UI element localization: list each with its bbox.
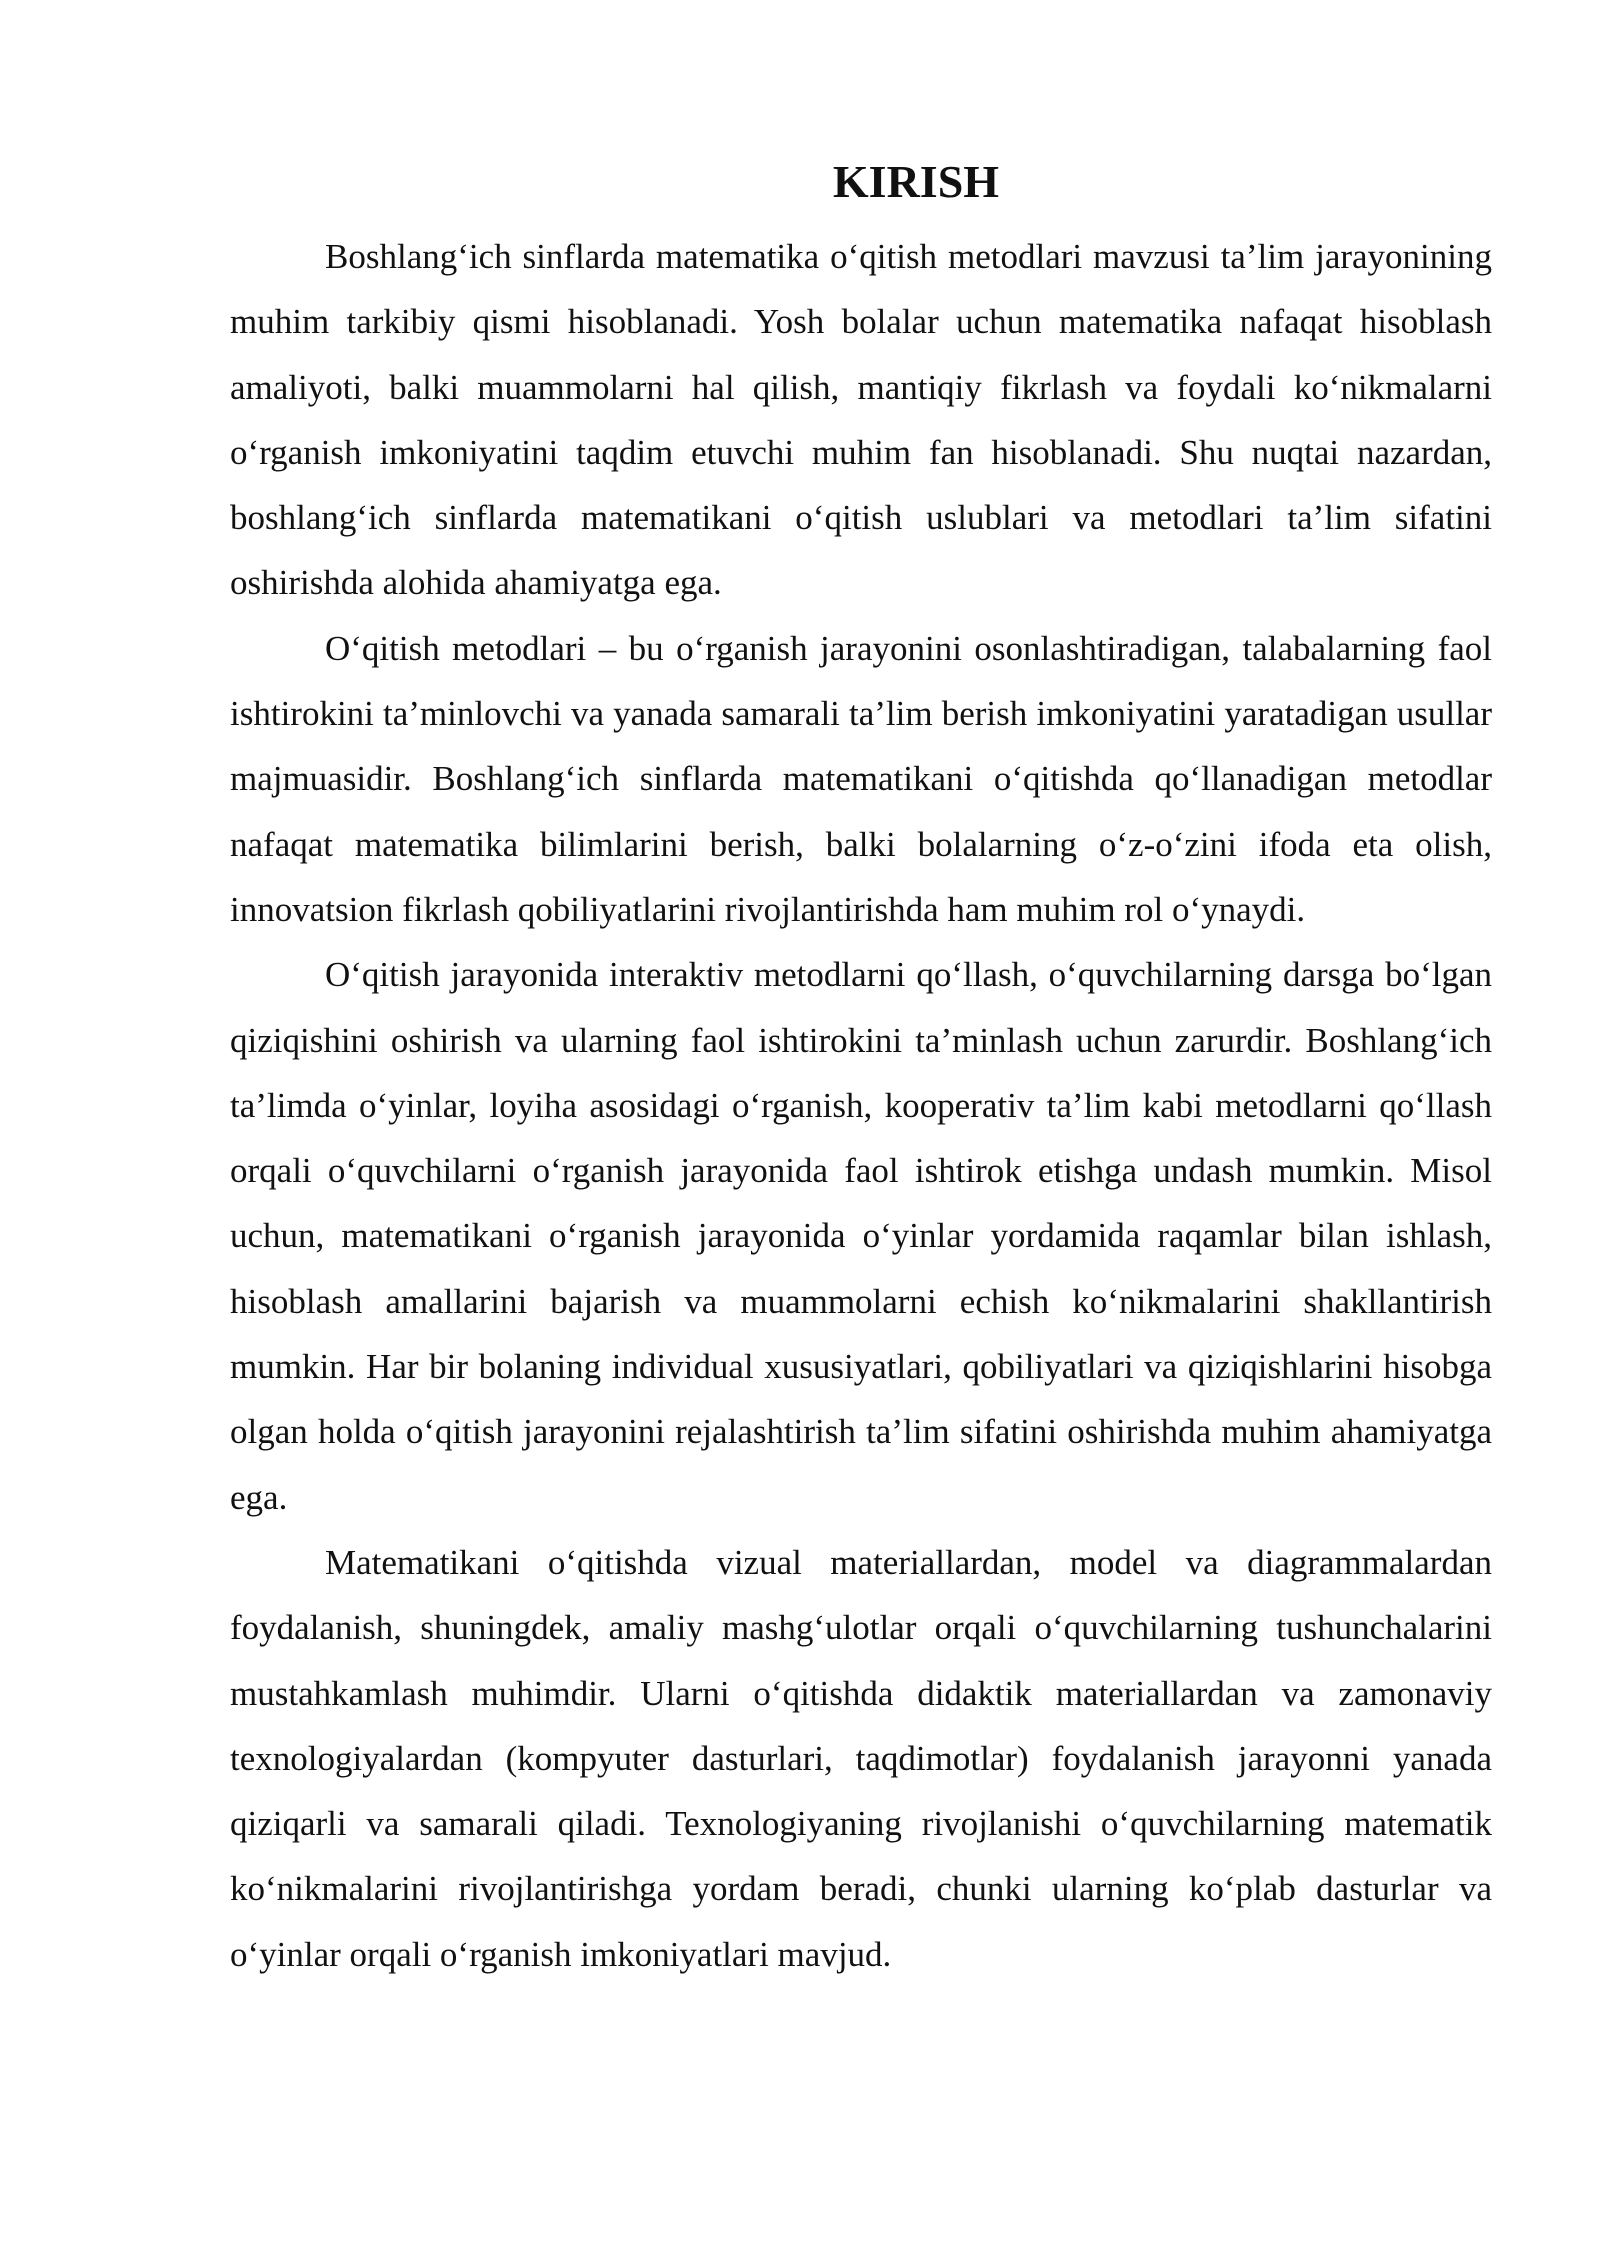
paragraph-3: O‘qitish jarayonida interaktiv metodlarni qo‘llash, o‘quvchilarning darsga bo‘lgan qiziqishini oshirish va ularning faol ishtirokini ta’minlash uchun zarurdir. Boshlang‘ich ta’limda o‘yinlar, loyiha asosidagi o‘rganish, kooperativ ta’lim kabi metodlarni qo‘llash orqali o‘quvchilarni o‘rganish jarayonida faol ishtirok etishga undash mumkin. Misol uchun, matematikani o‘rganish jarayonida o‘yinlar yordamida raqamlar bilan ishlash, hisoblash amallarini bajarish va muammolarni echish ko‘nikmalarini shakllantirish mumkin. Har bir bolaning individual xususiyatlari, qobiliyatlari va qiziqishlarini hisobga olgan holda o‘qitish jarayonini rejalashtirish ta’lim sifatini oshirishda muhim ahamiyatga ega. [230,955,1492,1517]
page-title: KIRISH [832,156,1000,207]
paragraph-4: Matematikani o‘qitishda vizual materiallardan, model va diagrammalardan foydalanish, shuningdek, amaliy mashg‘ulotlar orqali o‘quvchilarning tushunchalarini mustahkamlash muhimdir. Ularni o‘qitishda didaktik materiallardan va zamonaviy texnologiyalardan (kompyuter dasturlari, taqdimotlar) foydalanish jarayonni yanada qiziqarli va samarali qiladi. Texnologiyaning rivojlanishi o‘quvchilarning matematik ko‘nikmalarini rivojlantirishga yordam beradi, chunki ularning ko‘plab dasturlar va o‘yinlar orqali o‘rganish imkoniyatlari mavjud. [230,1542,1492,1974]
document-body [230,140,1492,1987]
paragraph-2: O‘qitish metodlari – bu o‘rganish jarayonini osonlashtiradigan, talabalarning faol ishtirokini ta’minlovchi va yanada samarali ta’lim berish imkoniyatini yaratadigan usullar majmuasidir. Boshlang‘ich sinflarda matematikani o‘qitishda qo‘llanadigan metodlar nafaqat matematika bilimlarini berish, balki bolalarning o‘z-o‘zini ifoda eta olish, innovatsion fikrlash qobiliyatlarini rivojlantirishda ham muhim rol o‘ynaydi. [230,628,1492,929]
paragraph-1: Boshlang‘ich sinflarda matematika o‘qitish metodlari mavzusi ta’lim jarayonining muhim tarkibiy qismi hisoblanadi. Yosh bolalar uchun matematika nafaqat hisoblash amaliyoti, balki muammolarni hal qilish, mantiqiy fikrlash va foydali ko‘nikmalarni o‘rganish imkoniyatini taqdim etuvchi muhim fan hisoblanadi. Shu nuqtai nazardan, boshlang‘ich sinflarda matematikani o‘qitish uslublari va metodlari ta’lim sifatini oshirishda alohida ahamiyatga ega. [230,237,1492,603]
